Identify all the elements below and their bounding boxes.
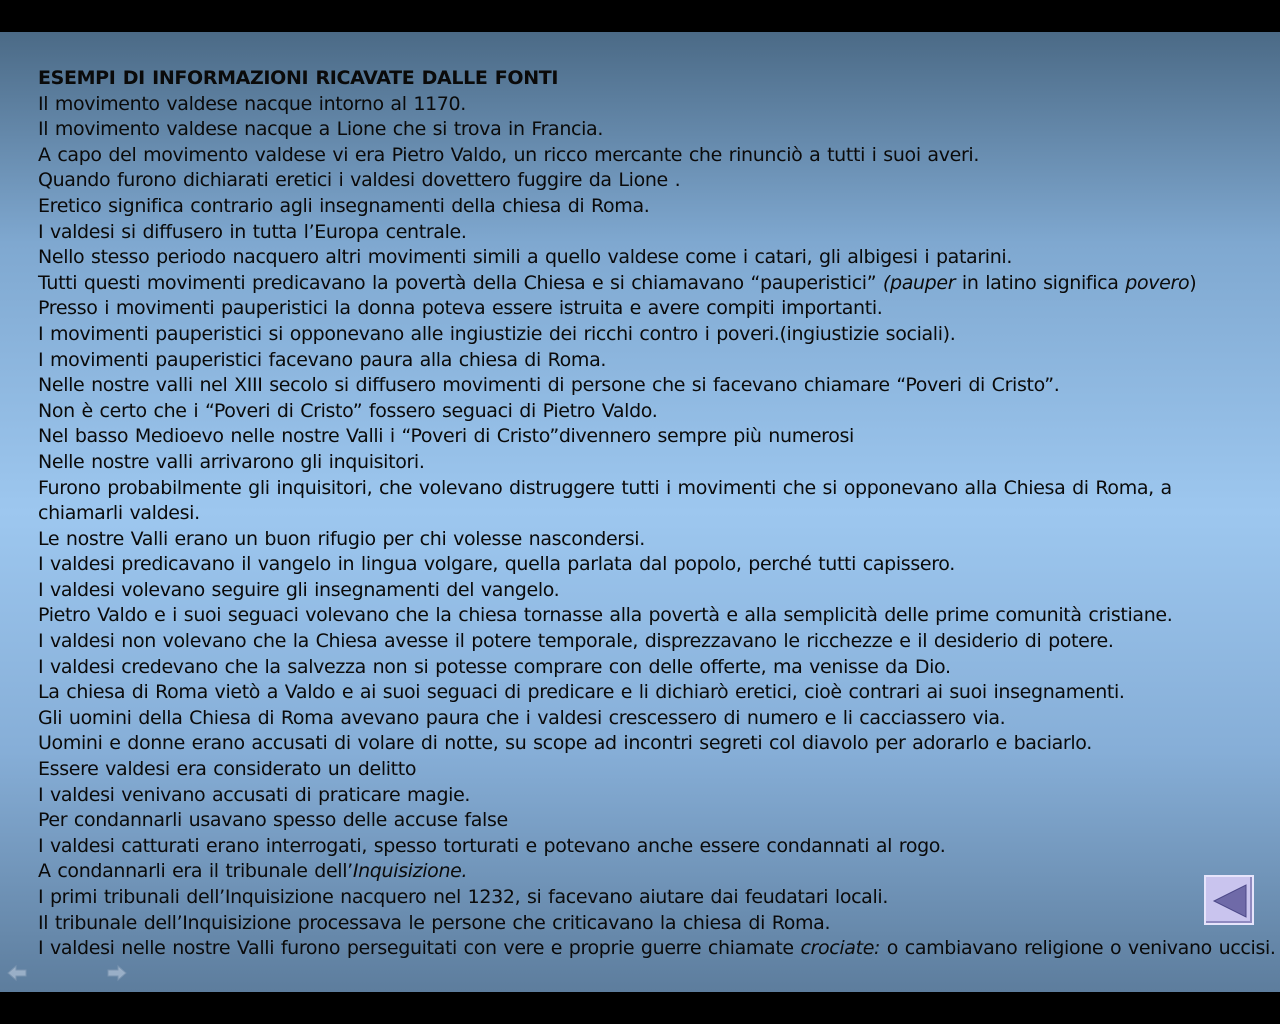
arrow-left-icon[interactable] xyxy=(6,962,28,984)
text-line: I movimenti pauperistici facevano paura alla chiesa di Roma. xyxy=(38,348,607,371)
slide xyxy=(0,32,1280,992)
text-line: I valdesi catturati erano interrogati, spesso torturati e potevano anche essere condannati al rogo. xyxy=(38,834,946,857)
slide-title: ESEMPI DI INFORMAZIONI RICAVATE DALLE FONTI xyxy=(38,67,559,89)
back-button[interactable] xyxy=(1204,875,1254,925)
text-line: I valdesi non volevano che la Chiesa avesse il potere temporale, disprezzavano le ricchezze e il desiderio di potere. xyxy=(38,630,1114,653)
text-line: I valdesi si diffusero in tutta l’Europa centrale. xyxy=(38,220,467,243)
text-segment: I valdesi nelle nostre Valli furono perseguitati con vere e proprie guerre chiamate xyxy=(38,937,801,960)
text-segment: Tutti questi movimenti predicavano la povertà della Chiesa e si chiamavano “pauperistici” xyxy=(38,271,883,294)
text-line: Non è certo che i “Poveri di Cristo” fossero seguaci di Pietro Valdo. xyxy=(38,399,658,422)
text-line: I movimenti pauperistici si opponevano alle ingiustizie dei ricchi contro i poveri.(ingiustizie sociali). xyxy=(38,322,956,345)
text-segment: A condannarli era il tribunale dell’ xyxy=(38,860,353,883)
text-line: Nello stesso periodo nacquero altri movimenti simili a quello valdese come i catari, gli albigesi i patarini. xyxy=(38,246,1013,269)
text-line: Essere valdesi era considerato un delitto xyxy=(38,758,417,781)
italic-term: povero xyxy=(1125,271,1190,294)
text-line: Eretico significa contrario agli insegnamenti della chiesa di Roma. xyxy=(38,194,650,217)
text-line: Le nostre Valli erano un buon rifugio per chi volesse nascondersi. xyxy=(38,527,645,550)
text-line: Uomini e donne erano accusati di volare di notte, su scope ad incontri segreti col diavolo per adorarlo e baciarlo. xyxy=(38,732,1092,755)
text-line: Gli uomini della Chiesa di Roma avevano paura che i valdesi crescessero di numero e li cacciassero via. xyxy=(38,706,1006,729)
text-segment: ) xyxy=(1189,271,1197,294)
text-line: I primi tribunali dell’Inquisizione nacquero nel 1232, si facevano aiutare dai feudatari locali. xyxy=(38,886,889,908)
text-line: Nelle nostre valli arrivarono gli inquisitori. xyxy=(38,450,425,473)
text-line: Il movimento valdese nacque a Lione che si trova in Francia. xyxy=(38,118,604,141)
text-line: Nel basso Medioevo nelle nostre Valli i “Poveri di Cristo”divennero sempre più numerosi xyxy=(38,425,854,448)
text-line: I valdesi credevano che la salvezza non si potesse comprare con delle offerte, ma venisse da Dio. xyxy=(38,655,951,678)
text-line-pauper xyxy=(38,271,1278,297)
text-line: I valdesi predicavano il vangelo in lingua volgare, quella parlata dal popolo, perché tutti capissero. xyxy=(38,553,955,576)
text-line: Il movimento valdese nacque intorno al 1170. xyxy=(38,92,466,115)
left-triangle-icon xyxy=(1212,883,1248,919)
text-line: Nelle nostre valli nel XIII secolo si diffusero movimenti di persone che si facevano chiamare “Poveri di Cristo”. xyxy=(38,374,1060,397)
text-line-tribunale xyxy=(38,859,1278,885)
arrow-right-icon[interactable] xyxy=(106,962,128,984)
text-line: Presso i movimenti pauperistici la donna poteva essere istruita e avere compiti importanti. xyxy=(38,297,883,320)
text-segment: in latino significa xyxy=(955,271,1126,294)
text-line: A capo del movimento valdese vi era Pietro Valdo, un ricco mercante che rinunciò a tutti i suoi averi. xyxy=(38,143,980,166)
italic-term: (pauper xyxy=(882,271,956,294)
text-line: Pietro Valdo e i suoi seguaci volevano che la chiesa tornasse alla povertà e alla semplicità delle prime comunità cristiane. xyxy=(38,604,1173,627)
italic-term: crociate: xyxy=(800,937,881,960)
slide-content xyxy=(38,66,1278,962)
text-line-wrapped: Furono probabilmente gli inquisitori, che volevano distruggere tutti i movimenti che si opponevano alla Chiesa di Roma, a chiamarli valdesi. xyxy=(38,476,1172,525)
text-line: Quando furono dichiarati eretici i valdesi dovettero fuggire da Lione . xyxy=(38,169,681,192)
text-line: Per condannarli usavano spesso delle accuse false xyxy=(38,809,508,832)
text-line: I valdesi venivano accusati di praticare magie. xyxy=(38,783,471,806)
text-line: Il tribunale dell’Inquisizione processava le persone che criticavano la chiesa di Roma. xyxy=(38,911,831,934)
text-line: La chiesa di Roma vietò a Valdo e ai suoi seguaci di predicare e li dichiarò eretici, cioè contrari ai suoi insegnamenti. xyxy=(38,681,1125,704)
italic-term: Inquisizione. xyxy=(352,860,468,883)
text-segment: o cambiavano religione o venivano uccisi. xyxy=(880,937,1276,960)
text-line-crociate xyxy=(38,936,1280,962)
text-line: I valdesi volevano seguire gli insegnamenti del vangelo. xyxy=(38,578,560,601)
